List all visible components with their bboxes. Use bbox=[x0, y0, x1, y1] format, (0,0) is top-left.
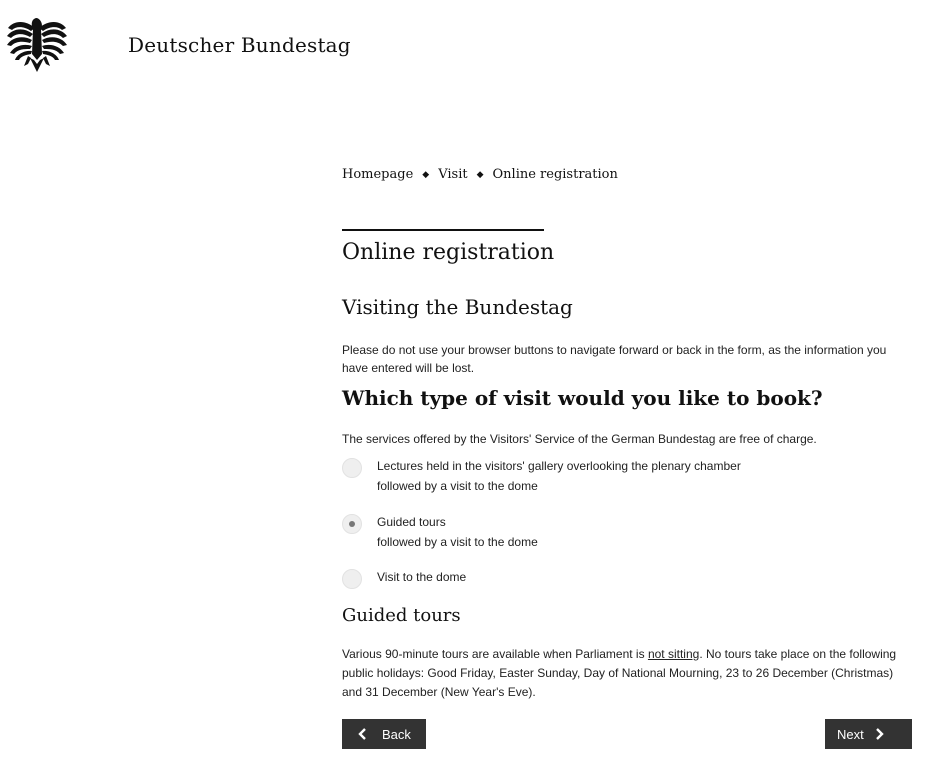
option-lectures-line1: Lectures held in the visitors' gallery overlooking the plenary chamber bbox=[377, 459, 741, 473]
breadcrumb-separator-icon: ◆ bbox=[422, 170, 430, 180]
back-button-label: Back bbox=[382, 726, 411, 742]
navigation-warning: Please do not use your browser buttons to navigate forward or back in the form, as the information you have entered will be lost. bbox=[342, 343, 887, 375]
radio-lectures[interactable] bbox=[342, 458, 362, 478]
option-guided-tours-line1: Guided tours bbox=[377, 515, 446, 529]
page-title: Online registration bbox=[342, 240, 555, 265]
guided-tours-text-start: Various 90-minute tours are available when Parliament is bbox=[342, 647, 648, 661]
guided-tours-heading: Guided tours bbox=[342, 605, 461, 626]
option-guided-tours-label bbox=[377, 512, 538, 552]
radio-guided-tours[interactable] bbox=[342, 514, 362, 534]
site-title[interactable]: Deutscher Bundestag bbox=[128, 33, 351, 57]
breadcrumb-current: Online registration bbox=[492, 167, 618, 182]
chevron-right-icon bbox=[872, 727, 886, 741]
option-dome-label bbox=[377, 567, 466, 587]
radio-dome[interactable] bbox=[342, 569, 362, 589]
federal-eagle-logo-icon[interactable] bbox=[6, 14, 68, 72]
chevron-left-icon bbox=[356, 727, 370, 741]
not-sitting-link[interactable]: not sitting bbox=[647, 647, 700, 661]
breadcrumb-homepage[interactable]: Homepage bbox=[342, 167, 414, 182]
guided-tours-text-end: . No tours take place on the following public holidays: Good Friday, Easter Sunday, Day of National Mourning, 23 to 26 December (Christmas) and 31 December (New Year's Eve). bbox=[342, 647, 897, 699]
page-subtitle: Visiting the Bundestag bbox=[342, 295, 573, 319]
visit-type-question: Which type of visit would you like to book? bbox=[342, 386, 823, 410]
breadcrumb-visit[interactable]: Visit bbox=[438, 167, 468, 182]
option-dome-line1: Visit to the dome bbox=[377, 570, 467, 584]
guided-tours-text bbox=[342, 645, 912, 702]
title-divider bbox=[342, 229, 544, 231]
breadcrumb-separator-icon: ◆ bbox=[476, 170, 484, 180]
option-lectures-label bbox=[377, 456, 741, 496]
option-guided-tours-line2: followed by a visit to the dome bbox=[377, 535, 538, 549]
option-lectures-line2: followed by a visit to the dome bbox=[377, 479, 538, 493]
breadcrumb bbox=[342, 167, 618, 182]
services-note: The services offered by the Visitors' Service of the German Bundestag are free of charge. bbox=[342, 432, 817, 446]
back-button[interactable] bbox=[342, 719, 426, 749]
next-button[interactable] bbox=[825, 719, 912, 749]
next-button-label: Next bbox=[837, 726, 864, 742]
